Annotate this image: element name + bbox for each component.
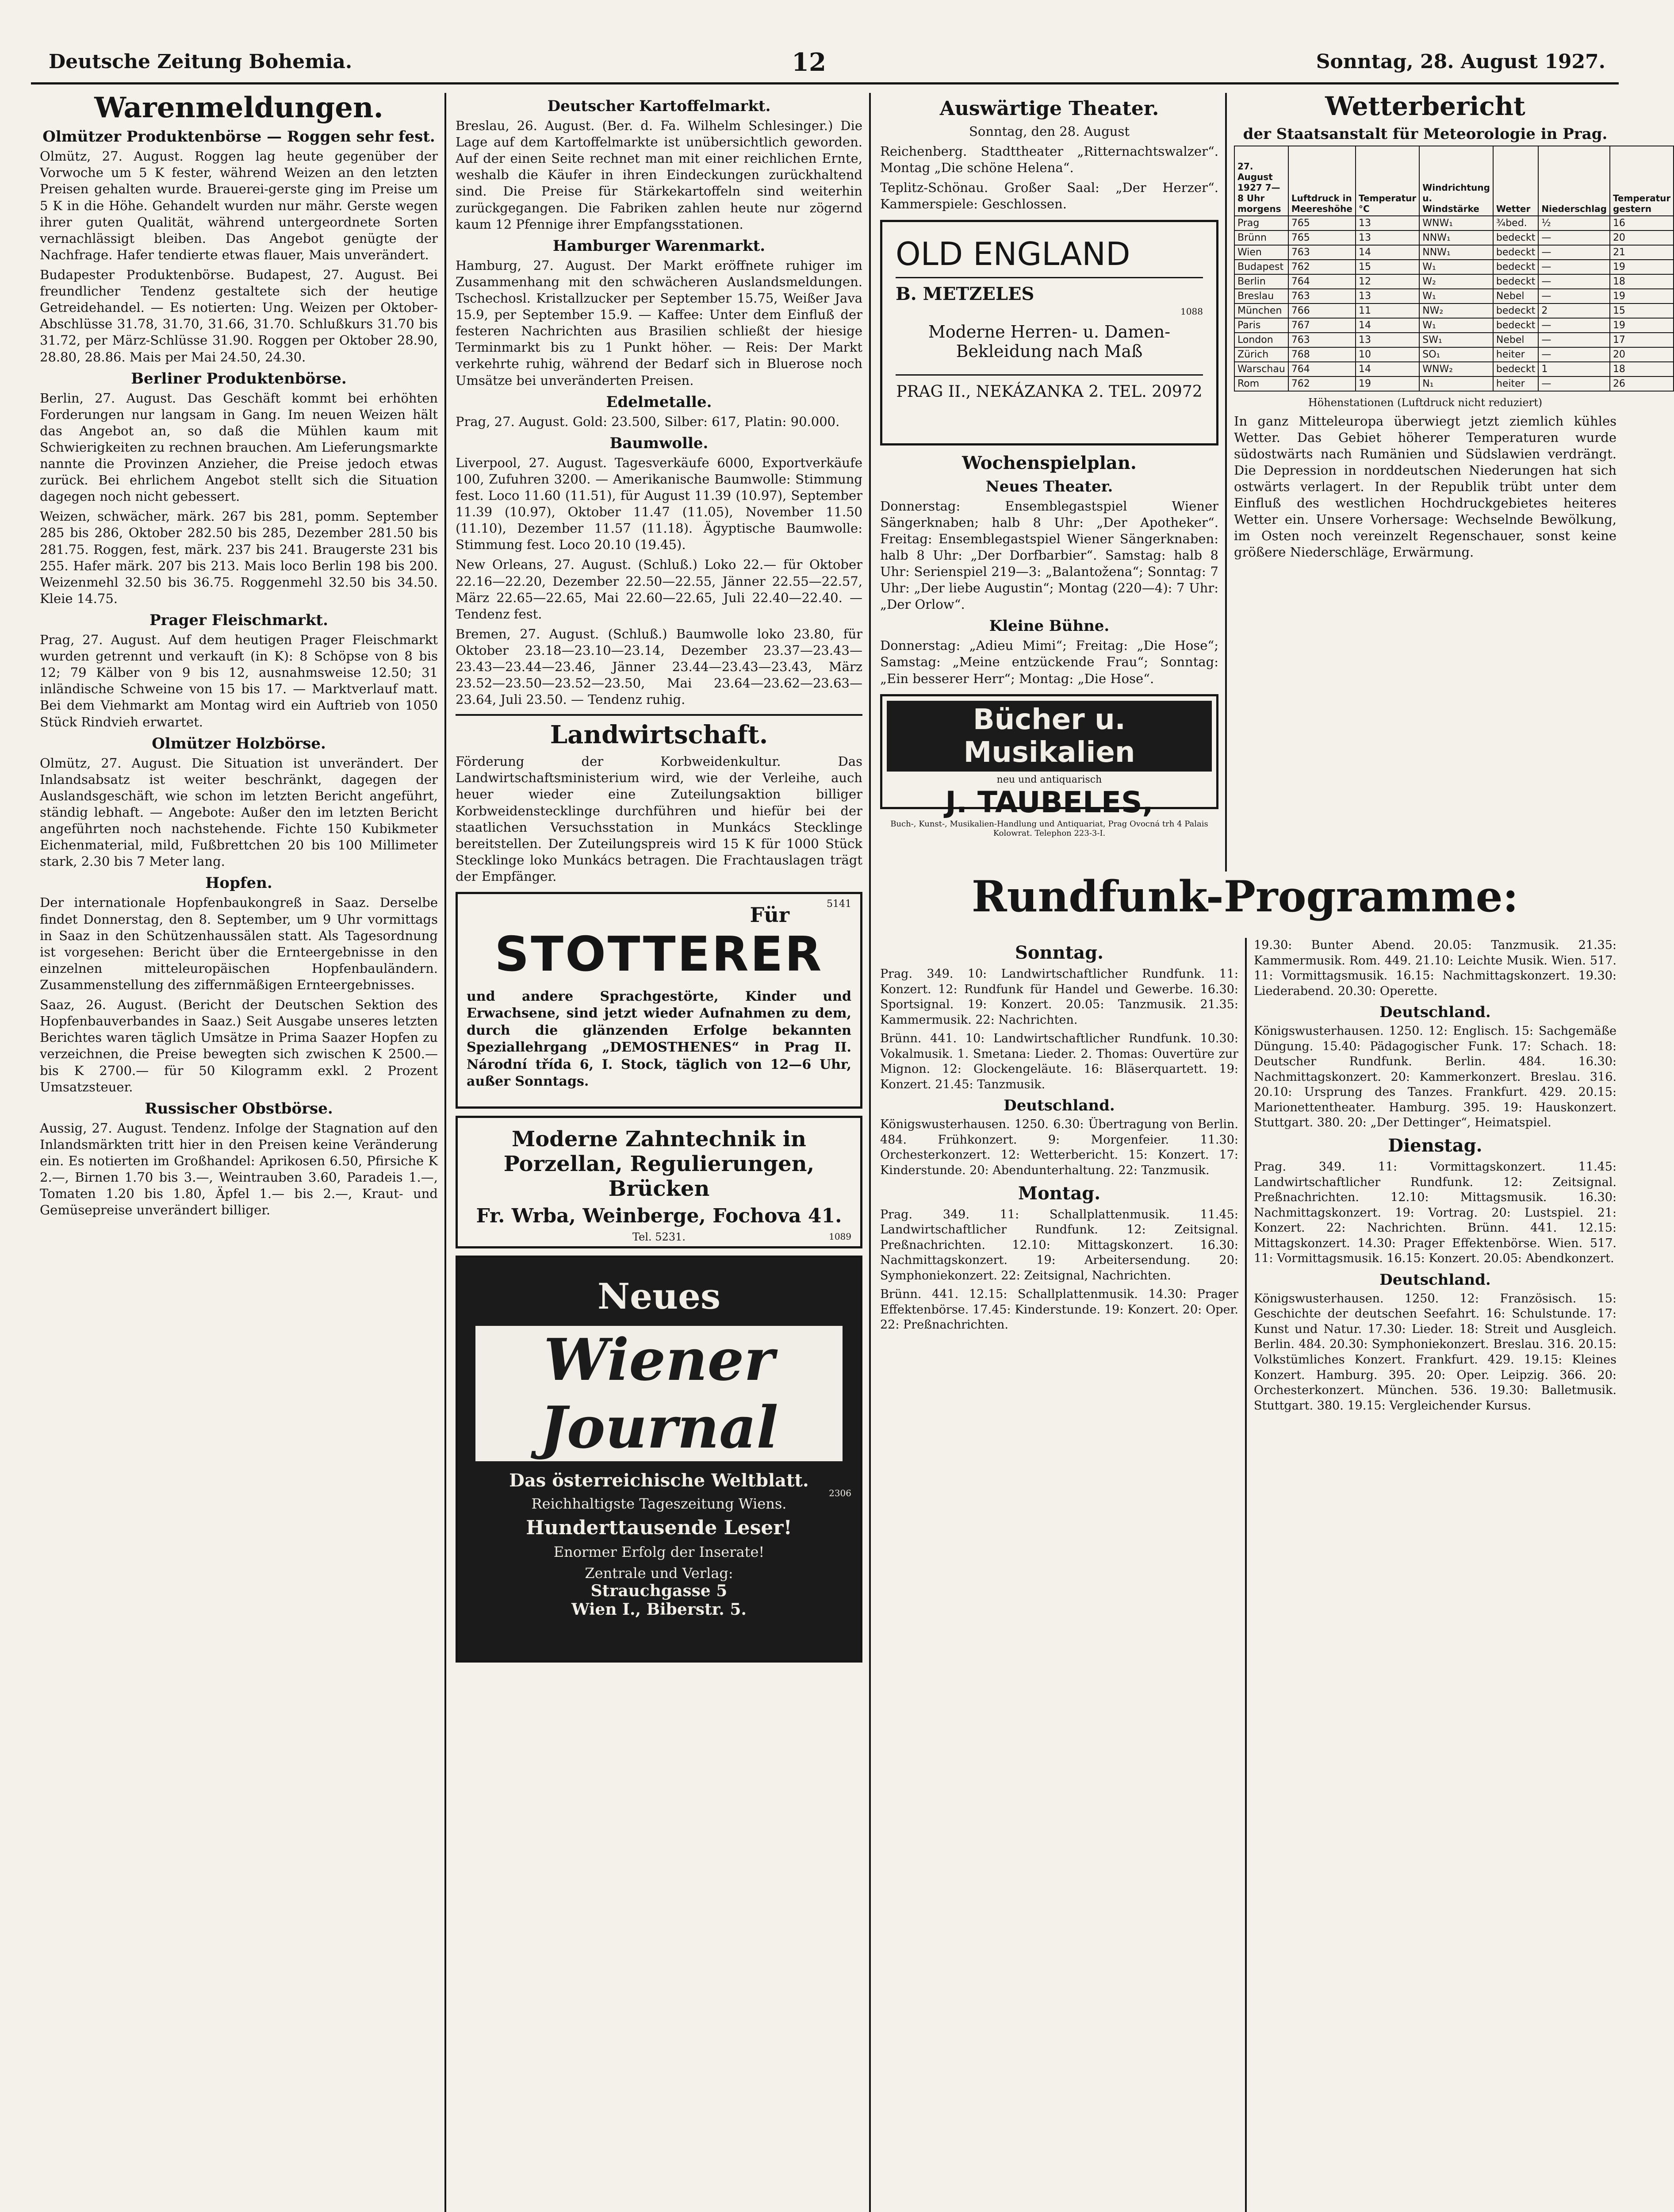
weather-cell: 14	[1356, 318, 1419, 333]
weather-cell: Rom	[1234, 376, 1288, 391]
weather-cell: 2	[1538, 303, 1610, 318]
weather-col-head: Luftdruck in Meereshöhe	[1288, 146, 1356, 216]
weather-cell: 766	[1288, 303, 1356, 318]
weather-cell: 762	[1288, 376, 1356, 391]
weather-cell: Berlin	[1234, 274, 1288, 289]
article-text: Sonntag, den 28. August	[969, 124, 1130, 139]
article-text: New Orleans, 27. August. (Schluß.) Loko 22.— für Oktober 22.16—22.20, Dezember 22.50—22.55, Jänner 22.55—22.57, März 22.65—22.65, Mai 22.60—22.65, Juli 22.40—22.40. — Tendenz fest.	[456, 557, 862, 622]
weather-col-head: Niederschlag	[1538, 146, 1610, 216]
weather-cell: 19	[1610, 289, 1674, 303]
weather-cell: 764	[1288, 362, 1356, 376]
column-rule	[444, 93, 446, 2212]
weather-row	[1234, 216, 1674, 230]
page-number: 12	[792, 48, 826, 77]
weather-row	[1234, 260, 1674, 274]
article-text: Donnerstag: Ensemblegastspiel Wiener Sängerknaben; halb 8 Uhr: „Der Apotheker“. Freitag: Ensemblegastspiel Wiener Sängerknaben: halb 8 Uhr: „Der Dorfbarbier“. Samstag: halb 8 Uhr: Serienspiel 219—3: „Balantožena“; Sonntag: 7 Uhr: „Der liebe Augustin“; Montag (220—4): 7 Uhr: „Der Orlow“.	[880, 498, 1218, 612]
article-text: Teplitz-Schönau. Großer Saal: „Der Herzer“. Kammerspiele: Geschlossen.	[880, 180, 1218, 212]
weather-cell: bedeckt	[1493, 230, 1538, 245]
weather-cell: Zürich	[1234, 347, 1288, 362]
weather-cell: NNW₁	[1419, 230, 1493, 245]
ad-line: Neues	[597, 1275, 721, 1317]
weather-cell: 20	[1610, 230, 1674, 245]
weather-col-head: Temperatur °C	[1356, 146, 1419, 216]
weather-cell: bedeckt	[1493, 274, 1538, 289]
radio-text: 19.30: Bunter Abend. 20.05: Tanzmusik. 21.35: Kammermusik. Rom. 449. 21.10: Leichte Musik. Wien. 517. 11: Vormittagsmusik. 16.15: Nachmittagskonzert. 19.30: Liederabend. 20.30: Operette.	[1254, 938, 1617, 998]
article-text: Reichenberg. Stadttheater „Ritternachtswalzer“. Montag „Die schöne Helena“.	[880, 144, 1218, 176]
weather-cell: 764	[1288, 274, 1356, 289]
ad-line: Wien I., Biberstr. 5.	[571, 1600, 747, 1619]
ad-headline: Bücher u. Musikalien	[887, 701, 1212, 772]
weather-cell: —	[1538, 230, 1610, 245]
ad-line: J. TAUBELES,	[945, 785, 1153, 819]
section-subtitle: der Staatsanstalt für Meteorologie in Prag.	[1243, 125, 1608, 143]
weather-cell: WNW₁	[1419, 216, 1493, 230]
ad-headline: Moderne Zahntechnik in Porzellan, Regulierungen, Brücken	[503, 1127, 815, 1202]
weather-col-head: Temperatur gestern	[1610, 146, 1674, 216]
weather-cell: 18	[1610, 362, 1674, 376]
weather-cell: 763	[1288, 333, 1356, 347]
weather-cell: ½	[1538, 216, 1610, 230]
weather-cell: —	[1538, 347, 1610, 362]
weather-cell: 17	[1610, 333, 1674, 347]
weather-cell: 768	[1288, 347, 1356, 362]
radio-text: Brünn. 441. 10: Landwirtschaftlicher Rundfunk. 10.30: Vokalmusik. 1. Smetana: Lieder. 2. Thomas: Ouvertüre zur Mignon. 12: Glockengeläute. 16: Bläserquartett. 19: Konzert. 21.45: Tanzmusik.	[880, 1032, 1238, 1091]
masthead	[31, 40, 1619, 84]
weather-row	[1234, 376, 1674, 391]
weather-cell: 20	[1610, 347, 1674, 362]
weather-cell: bedeckt	[1493, 318, 1538, 333]
article-heading: Baumwolle.	[609, 434, 709, 452]
ad-headline: Wiener Journal	[475, 1326, 843, 1461]
article-heading: Neues Theater.	[985, 477, 1113, 495]
weather-cell: 19	[1356, 376, 1419, 391]
article-heading: Kleine Bühne.	[989, 617, 1110, 635]
weather-cell: W₁	[1419, 318, 1493, 333]
weather-cell: 14	[1356, 245, 1419, 260]
weather-cell: —	[1538, 289, 1610, 303]
article-heading: Olmützer Holzbörse.	[152, 734, 326, 753]
ad-address: Fr. Wrba, Weinberge, Fochova 41.	[476, 1205, 842, 1228]
ad-zahntechnik	[456, 1116, 862, 1248]
weather-row	[1234, 230, 1674, 245]
article-heading: Berliner Produktenbörse.	[131, 369, 347, 388]
ad-text: und andere Sprachgestörte, Kinder und Erwachsene, sind jetzt wieder Aufnahmen zu dem, durch die glänzenden Erfolge bekannten Speziallehrgang „DEMOSTHENES“ in Prag II. Národní třída 6, I. Stock, täglich von 12—6 Uhr, außer Sonntags.	[467, 989, 851, 1090]
weather-cell: 26	[1610, 376, 1674, 391]
ad-kicker: Für	[750, 903, 789, 927]
article-text: Saaz, 26. August. (Bericht der Deutschen Sektion des Hopfenbauverbandes in Saaz.) Seit Ausgabe unseres letzten Berichtes waren täglich Umsätze in Prima Saazer Hopfen zu verzeichnen, die Preise bewegten sich zwischen K 2500.— bis K 2700.— für 50 Kilogramm exkl. 2 Prozent Umsatzsteuer.	[40, 997, 438, 1094]
weather-cell: —	[1538, 274, 1610, 289]
weather-cell: Breslau	[1234, 289, 1288, 303]
weather-cell: 19	[1610, 260, 1674, 274]
weather-row	[1234, 333, 1674, 347]
ad-taubeles	[880, 694, 1218, 838]
weather-cell: 15	[1610, 303, 1674, 318]
weather-col-head: Windrichtung u. Windstärke	[1419, 146, 1493, 216]
ad-headline: OLD ENGLAND	[896, 235, 1203, 278]
ad-old-england	[880, 220, 1218, 445]
weather-cell: 765	[1288, 230, 1356, 245]
weather-cell: —	[1538, 260, 1610, 274]
weather-cell: heiter	[1493, 376, 1538, 391]
weather-cell: —	[1538, 318, 1610, 333]
weather-cell: 12	[1356, 274, 1419, 289]
weather-cell: —	[1538, 333, 1610, 347]
weather-cell: bedeckt	[1493, 260, 1538, 274]
weather-table-body	[1234, 216, 1674, 391]
weather-cell: 763	[1288, 245, 1356, 260]
article-heading: Prager Fleischmarkt.	[149, 611, 328, 630]
weather-row	[1234, 362, 1674, 376]
weather-cell: NNW₁	[1419, 245, 1493, 260]
weather-cell: 13	[1356, 289, 1419, 303]
weather-cell: 13	[1356, 230, 1419, 245]
weather-row	[1234, 303, 1674, 318]
weather-cell: ¾bed.	[1493, 216, 1538, 230]
section-title: Auswärtige Theater.	[939, 97, 1159, 120]
ad-phone: Tel. 5231.	[632, 1231, 686, 1244]
weather-row	[1234, 274, 1674, 289]
masthead-title: Deutsche Zeitung Bohemia.	[49, 50, 352, 73]
column-markets	[456, 93, 862, 2212]
column-warenmeldungen	[40, 93, 438, 2212]
section-title: Wochenspielplan.	[962, 452, 1137, 473]
ad-line: Das österreichische Weltblatt.	[509, 1470, 809, 1491]
ad-line: Zentrale und Verlag:	[585, 1565, 733, 1582]
ad-line: neu und antiquarisch	[996, 774, 1102, 785]
article-text: Olmütz, 27. August. Die Situation ist unverändert. Der Inlandsabsatz ist weiter beschränkt, dagegen der Auslandsgeschäft, wie schon im letzten Bericht angeführt, ständig lebhaft. — Angebote: Außer den im letzten Bericht angeführten noch nachstehende. Fichte 150 Kubikmeter Eichenmaterial, mild, Fußbrettchen 20 bis 100 Millimeter stark, 2.30 bis 7 Meter lang.	[40, 755, 438, 869]
weather-cell: SO₁	[1419, 347, 1493, 362]
weather-cell: 765	[1288, 216, 1356, 230]
weather-cell: —	[1538, 376, 1610, 391]
newspaper-page	[31, 40, 1671, 2212]
weather-cell: 13	[1356, 216, 1419, 230]
radio-title: Rundfunk-Programme:	[971, 872, 1519, 922]
radio-text: Prag. 349. 10: Landwirtschaftlicher Rundfunk. 11: Konzert. 12: Rundfunk für Handel und Gewerbe. 16.30: Sportsignal. 19: Konzert. 20.05: Tanzmusik. 21.35: Kammermusik. 22: Nachrichten.	[880, 967, 1238, 1027]
weather-cell: bedeckt	[1493, 303, 1538, 318]
radio-text: Brünn. 441. 12.15: Schallplattenmusik. 14.30: Prager Effektenbörse. 17.45: Kinderstunde. 19: Konzert. 20: Oper. 22: Preßnachrichten.	[880, 1287, 1238, 1332]
weather-row	[1234, 245, 1674, 260]
radio-country: Deutschland.	[1379, 1003, 1491, 1022]
article-text: Der internationale Hopfenbaukongreß in Saaz. Derselbe findet Donnerstag, den 8. September, um 9 Uhr vormittags in Saaz in den Schützenhaussälen statt. Als Tagesordnung ist vorgesehen: Bericht über die Ernteergebnisse in den einzelnen mitteleuropäischen Hopfenbauländern. Zusammenstellung des ziffernmäßigen Ernteergebnisses.	[40, 895, 438, 992]
ad-address: Buch-, Kunst-, Musikalien-Handlung und Antiquariat, Prag Ovocná trh 4 Palais Kolowrat. Telephon 223-3-I.	[890, 819, 1208, 838]
weather-col-head: Wetter	[1493, 146, 1538, 216]
weather-cell: —	[1538, 245, 1610, 260]
article-text: Aussig, 27. August. Tendenz. Infolge der Stagnation auf den Inlandsmärkten tritt hier in den Preisen keine Veränderung ein. Es notierten im Großhandel: Aprikosen 6.50, Pfirsiche K 2.—, Birnen 1.70 bis 3.—, Weintrauben 3.60, Paradeis 1.—, Tomaten 1.20 bis 1.80, Äpfel 1.— bis 2.—, Kraut- und Gemüsepreise unverändert billiger.	[40, 1120, 438, 1218]
weather-cell: London	[1234, 333, 1288, 347]
article-text: Weizen, schwächer, märk. 267 bis 281, pomm. September 285 bis 286, Oktober 282.50 bis 285, Dezember 281.50 bis 281.75. Roggen, fest, märk. 237 bis 241. Braugerste 231 bis 255. Hafer märk. 207 bis 213. Mais loco Berlin 198 bis 200. Weizenmehl 32.50 bis 36.75. Roggenmehl 32.50 bis 34.50. Kleie 14.75.	[40, 509, 438, 606]
weather-cell: SW₁	[1419, 333, 1493, 347]
section-title: Landwirtschaft.	[550, 720, 768, 750]
radio-text: Prag. 349. 11: Schallplattenmusik. 11.45: Landwirtschaftlicher Rundfunk. 12: Zeitsignal. Preßnachrichten. 12.10: Mittagskonzert. 16.30: Nachmittagskonzert. 19: Arbeitersendung. 20: Symphoniekonzert. 22: Zeitsignal, Nachrichten.	[880, 1207, 1238, 1283]
weather-cell: NW₂	[1419, 303, 1493, 318]
ad-line: Strauchgasse 5	[590, 1582, 728, 1601]
weather-cell: 15	[1356, 260, 1419, 274]
ad-number: 1089	[829, 1231, 851, 1242]
weather-cell: 763	[1288, 289, 1356, 303]
weather-cell: WNW₂	[1419, 362, 1493, 376]
article-heading: Russischer Obstbörse.	[145, 1099, 333, 1118]
radio-text: Königswusterhausen. 1250. 12: Französisch. 15: Geschichte der deutschen Seefahrt. 16: Schulstunde. 17: Kunst und Natur. 17.30: Lieder. 18: Streit und Ausgleich. Berlin. 484. 20.30: Symphoniekonzert. Breslau. 316. 20.15: Volkstümliches Konzert. Frankfurt. 429. 19.15: Kleines Konzert. Hamburg. 395. 20: Oper. Leipzig. 366. 20: Orchesterkonzert. München. 536. 19.30: Balletmusik. Stuttgart. 380. 19.15: Vergleichender Kursus.	[1254, 1291, 1617, 1413]
weather-cell: 18	[1610, 274, 1674, 289]
radio-text: Königswusterhausen. 1250. 6.30: Übertragung von Berlin. 484. Frühkonzert. 9: Morgenfeier. 11.30: Orchesterkonzert. 12: Wetterbericht. 15: Konzert. 17: Kinderstunde. 20: Abendunterhaltung. 22: Tanzmusik.	[880, 1118, 1238, 1178]
weather-cell: 16	[1610, 216, 1674, 230]
weather-cell: bedeckt	[1493, 362, 1538, 376]
weather-cell: Budapest	[1234, 260, 1288, 274]
weather-cell: 21	[1610, 245, 1674, 260]
article-heading: Hopfen.	[205, 874, 272, 892]
ad-stotterer	[456, 892, 862, 1109]
article-heading: Edelmetalle.	[606, 393, 712, 411]
weather-cell: N₁	[1419, 376, 1493, 391]
divider	[456, 714, 862, 716]
column-rule	[869, 93, 871, 2212]
ad-line: Enormer Erfolg der Inserate!	[553, 1544, 765, 1561]
weather-cell: Nebel	[1493, 289, 1538, 303]
radio-column-left	[880, 938, 1238, 2212]
radio-country: Deutschland.	[1379, 1271, 1491, 1289]
radio-text: Königswusterhausen. 1250. 12: Englisch. 15: Sachgemäße Düngung. 15.40: Pädagogischer Funk. 17: Schach. 18: Deutscher Rundfunk. Berlin. 484. 16.30: Nachmittagskonzert. 20: Kammerkonzert. Breslau. 316. 20.10: Ursprung des Tanzes. Frankfurt. 429. 20.15: Marionettentheater. Hamburg. 395. 19: Hauskonzert. Stuttgart. 380. 20: „Der Dettinger“, Heimatspiel.	[1254, 1024, 1617, 1130]
weather-cell: 10	[1356, 347, 1419, 362]
weather-cell: Wien	[1234, 245, 1288, 260]
weather-forecast: In ganz Mitteleuropa überwiegt jetzt ziemlich kühles Wetter. Das Gebiet höherer Temperaturen wurde südostwärts nach Rumänien und Südslawien verdrängt. Die Depression in norddeutschen Niederungen hat sich ostwärts verlagert. In der Republik trübt unter dem Einfluß des westlichen Hochdruckgebietes heiteres Wetter ein. Unsere Vorhersage: Wechselnde Bewölkung, im Osten noch vereinzelt Regenschauer, sonst keine größere Niederschläge, Erwärmung.	[1234, 413, 1617, 560]
article-text: Breslau, 26. August. (Ber. d. Fa. Wilhelm Schlesinger.) Die Lage auf dem Kartoffelmarkte ist unübersichtlich geworden. Auf der einen Seite rechnet man mit einer reichlichen Ernte, weshalb die Käufer in ihren Eindeckungen zurückhaltend sind. Die Preise für Stärkekartoffeln sind weiterhin zurückgegangen. Die Fabriken zahlen heute nur zögernd kaum 12 Pfennige ihrer Empfangsstationen.	[456, 118, 862, 232]
article-text: Prag, 27. August. Gold: 23.500, Silber: 617, Platin: 90.000.	[456, 414, 840, 429]
radio-day: Dienstag.	[1388, 1135, 1482, 1156]
article-text: Prag, 27. August. Auf dem heutigen Prager Fleischmarkt wurden getrennt und verkauft (in K): 8 Schöpse von 8 bis 12; 79 Kälber von 9 bis 12, ausnahmsweise 12.50; 31 inländische Schweine von 15 bis 17. — Marktverlauf matt. Bei dem Viehmarkt am Montag wird ein Auftrieb von 1050 Stück Rindvieh erwartet.	[40, 632, 438, 730]
ad-number: 5141	[827, 899, 851, 910]
column-weather	[1234, 91, 1671, 863]
ad-line: Moderne Herren- u. Damen-Bekleidung nach Maß	[928, 322, 1171, 361]
radio-column-right	[1254, 938, 1617, 2212]
column-rule	[1245, 938, 1247, 2212]
weather-row	[1234, 318, 1674, 333]
ad-line: Hunderttausende Leser!	[526, 1517, 792, 1540]
article-text: Bremen, 27. August. (Schluß.) Baumwolle loko 23.80, für Oktober 23.18—23.10—23.14, Dezember 23.37—23.43—23.43—23.44—23.46, Jänner 23.44—23.43—23.43, März 23.52—23.50—23.52—23.50, Mai 23.64—23.62—23.63—23.64, Juli 23.50. — Tendenz ruhig.	[456, 626, 862, 707]
article-heading: Hamburger Warenmarkt.	[552, 237, 766, 255]
section-title: Warenmeldungen.	[94, 91, 383, 124]
article-heading: Deutscher Kartoffelmarkt.	[547, 97, 771, 115]
ad-neues-wiener-journal	[456, 1256, 862, 1663]
weather-row	[1234, 347, 1674, 362]
weather-cell: Prag	[1234, 216, 1288, 230]
weather-cell: W₁	[1419, 289, 1493, 303]
weather-cell: bedeckt	[1493, 245, 1538, 260]
radio-day: Sonntag.	[1015, 942, 1104, 963]
article-text: Berlin, 27. August. Das Geschäft kommt bei erhöhten Forderungen nur langsam in Gang. Im neuen Weizen hält das Angebot an, so daß die Mühlen kaum mit Schwierigkeiten zu rechnen brauchen. Am Lieferungsmarkte nannte die Provinzen Anzieher, die Preise jedoch etwas zurück. Bei ehrlichem Angebot stellt sich die Situation dagegen noch nicht gebessert.	[40, 390, 438, 504]
weather-cell: heiter	[1493, 347, 1538, 362]
article-text: Budapester Produktenbörse. Budapest, 27. August. Bei freundlicher Tendenz gestaltete sich der heutige Getreidehandel. — Es notierten: Ung. Weizen per Oktober-Abschlüsse 31.78, 31.70, 31.66, 31.70. Schlußkurs 31.70 bis 31.72, per März-Schlüsse 31.90. Roggen per Oktober 28.90, 28.80, 28.86. Mais per Mai 24.50, 24.30.	[40, 267, 438, 365]
ad-line: Reichhaltigste Tageszeitung Wiens.	[531, 1495, 787, 1513]
column-theater	[880, 93, 1218, 863]
weather-cell: 13	[1356, 333, 1419, 347]
radio-country: Deutschland.	[1004, 1097, 1115, 1115]
article-text: Olmütz, 27. August. Roggen lag heute gegenüber der Vorwoche um 5 K fester, während Weizen an den letzten Preisen gehalten wurde. Brauerei-gerste ging im Preise um 5 K in die Höhe. Gehandelt wurden nur mähr. Gerste wegen ihrer guten Qualität, während untergeordnete Sorten vernachlässigt bleiben. Das Angebot genügte der Nachfrage. Hafer tendierte etwas flauer, Mais unverändert.	[40, 149, 438, 262]
article-text: Förderung der Korbweidenkultur. Das Landwirtschaftsministerium wird, wie der Verleihe, auch heuer wieder eine Zuteilungsaktion billiger Korbweidenstecklinge durchführen und hiefür bei der staatlichen Versuchsstation in Munkács Stecklinge bereitstellen. Der Zuteilungspreis wird 15 K für 1000 Stück Stecklinge loko Munkács betragen. Die Frachtauslagen trägt der Empfänger.	[456, 754, 862, 884]
weather-cell: München	[1234, 303, 1288, 318]
weather-cell: W₂	[1419, 274, 1493, 289]
ad-headline: STOTTERER	[494, 927, 824, 983]
weather-cell: W₁	[1419, 260, 1493, 274]
article-heading: Olmützer Produktenbörse — Roggen sehr fest.	[42, 128, 435, 146]
ad-number: 2306	[829, 1488, 851, 1499]
radio-text: Prag. 349. 11: Vormittagskonzert. 11.45: Landwirtschaftlicher Rundfunk. 12: Zeitsignal. Preßnachrichten. 12.10: Mittagsmusik. 16.30: Nachmittagskonzert. 19: Vortrag. 20: Lustspiel. 21: Konzert. 22: Nachrichten. Brünn. 441. 12.15: Mittagskonzert. 14.30: Prager Effektenbörse. Wien. 517. 11: Vormittagsmusik. 16.15: Konzert. 20.05: Abendkonzert.	[1254, 1160, 1617, 1266]
weather-cell: 19	[1610, 318, 1674, 333]
weather-cell: 11	[1356, 303, 1419, 318]
column-rule	[1225, 93, 1227, 872]
weather-cell: Warschau	[1234, 362, 1288, 376]
ad-address: PRAG II., NEKÁZANKA 2. TEL. 20972	[896, 374, 1203, 401]
article-text: Donnerstag: „Adieu Mimi“; Freitag: „Die Hose“; Samstag: „Meine entzückende Frau“; Sonntag: „Ein besserer Herr“; Montag: „Die Hose“.	[880, 638, 1218, 686]
table-note: Höhenstationen (Luftdruck nicht reduziert)	[1308, 396, 1543, 409]
ad-number: 1088	[1180, 306, 1203, 317]
radio-day: Montag.	[1018, 1183, 1101, 1204]
weather-table	[1234, 146, 1674, 392]
weather-cell: 1	[1538, 362, 1610, 376]
weather-cell: 762	[1288, 260, 1356, 274]
weather-cell: 14	[1356, 362, 1419, 376]
article-text: Liverpool, 27. August. Tagesverkäufe 6000, Exportverkäufe 100, Zufuhren 3200. — Amerikanische Baumwolle: Stimmung fest. Loco 11.60 (11.51), für August 11.39 (10.97), September 11.39 (10.97), Oktober 11.47 (11.05), November 11.50 (11.10), Dezember 11.57 (11.18). Ägyptische Baumwolle: Stimmung fest. Loco 20.10 (19.45).	[456, 455, 862, 553]
masthead-date: Sonntag, 28. August 1927.	[1316, 50, 1605, 73]
ad-line: B. METZELES	[896, 283, 1034, 304]
section-title: Wetterbericht	[1325, 91, 1525, 121]
weather-row	[1234, 289, 1674, 303]
weather-date: 27. August 1927 7—8 Uhr morgens	[1234, 146, 1288, 216]
article-text: Hamburg, 27. August. Der Markt eröffnete ruhiger im Zusammenhang mit den schwächeren Auslandsmeldungen. Tschechosl. Kristallzucker per September 15.75, Weißer Java 15.9, per September 15.9. — Kaffee: Unter dem Einfluß der festeren Nachrichten aus Brasilien schließt der hiesige Terminmarkt bis zu 1 Punkt höher. — Reis: Der Markt verkehrte ruhig, während der Bedarf sich in Bluerose noch Umsätze bei unveränderten Preisen.	[456, 257, 862, 388]
weather-cell: Brünn	[1234, 230, 1288, 245]
weather-cell: Paris	[1234, 318, 1288, 333]
weather-cell: 767	[1288, 318, 1356, 333]
weather-cell: Nebel	[1493, 333, 1538, 347]
